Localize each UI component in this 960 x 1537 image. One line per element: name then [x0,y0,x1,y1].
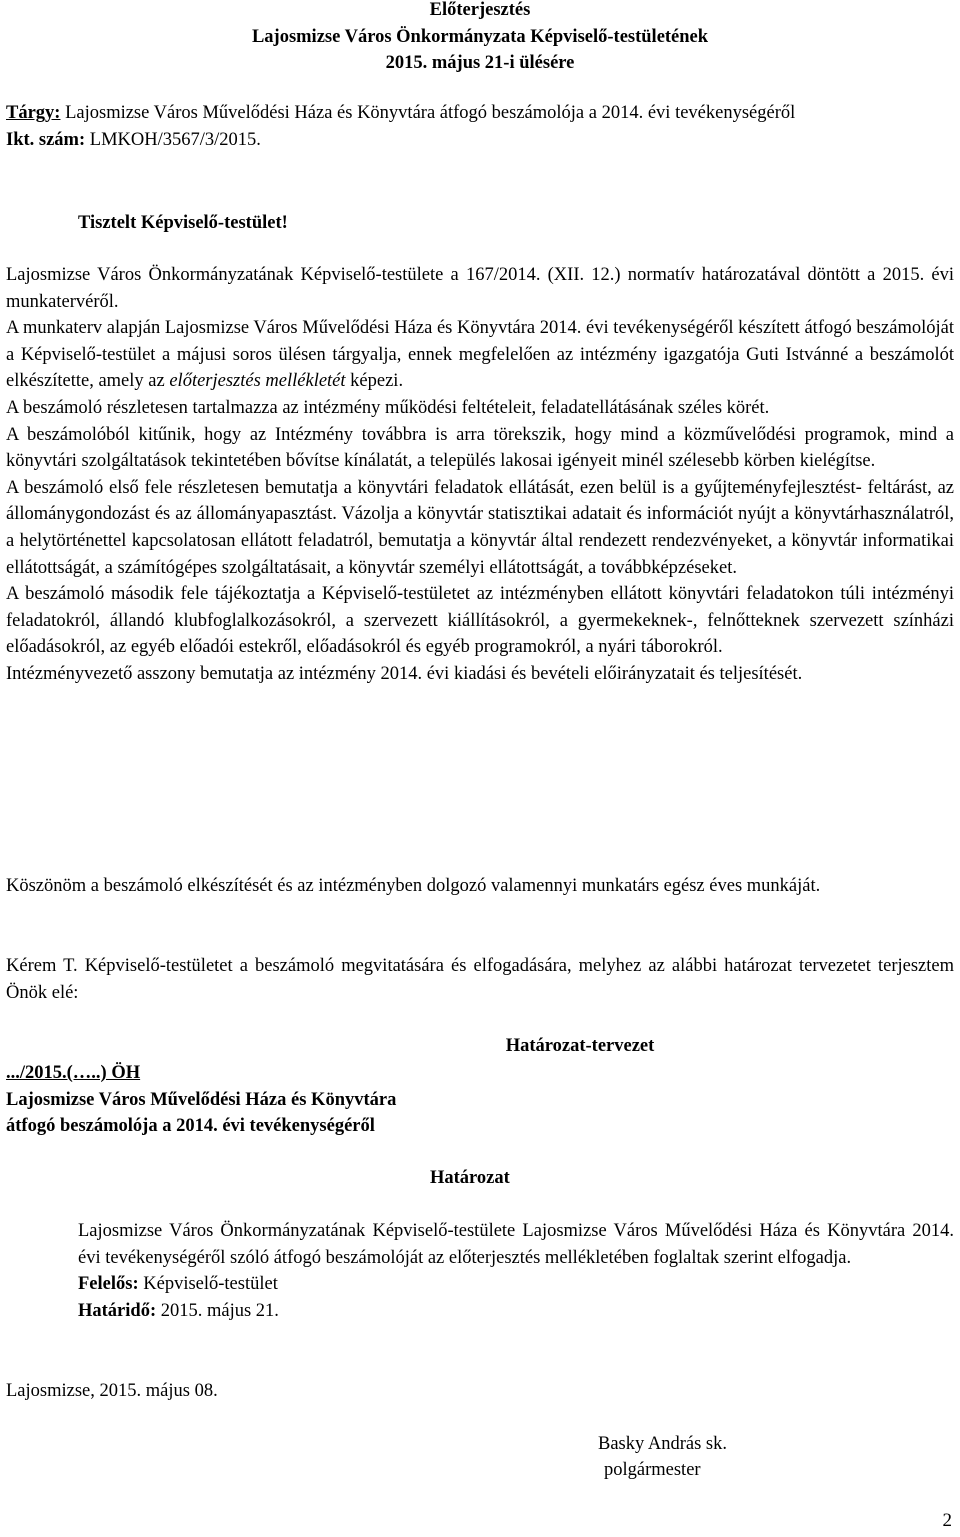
draft-header [6,1060,954,1140]
signer-name: Basky András sk. [598,1434,727,1454]
paragraph-1: Lajosmizse Város Önkormányzatának Képviselő-testülete a 167/2014. (XII. 12.) normatív határozatával döntött a 2015. évi munkatervéről. [6,265,954,312]
meeting-date: 2015. május 21-i ülésére [385,53,575,73]
resolution-subject-1: Lajosmizse Város Művelődési Háza és Könyvtára [6,1089,397,1110]
body-text [6,262,954,688]
paragraph-6: A beszámoló második fele tájékoztatja a Képviselő-testületet az intézményben ellátott könyvtári feladatokon túli intézményi feladatokról, állandó klubfoglalkozásokról, a szervezett kiállításokról, a gyermekeknek-, felnőtteknek szervezett színházi előadásokról, az egyéb előadói estekről, előadásokról és egyéb programokról, a nyári táborokról. [6,584,954,658]
paragraph-5: A beszámoló első fele részletesen bemutatja a könyvtári feladatok ellátását, ezen belül is a gyűjteményfejlesztést- feltárást, az állománygondozást és az állományapasztást. Vázolja a könyvtár statisztikai adatait és információt nyújt a könyvtárhasználatról, a helytörténettel kapcsolatosan ellátott feladatról, bemutatja a könyvtár által rendezett rendezvényeket, a könyvtár informatikai ellátottságát, a számítógépes szolgáltatásait, a könyvtár személyi ellátottságát, a továbbképzéseket. [6,477,954,578]
decision-block [78,1218,954,1324]
place-date: Lajosmizse, 2015. május 08. [6,1381,218,1401]
paragraph-2 [6,315,954,395]
page-number: 2 [942,1510,952,1531]
document-title: Előterjesztés [429,0,531,20]
deadline-value: 2015. május 21. [156,1300,279,1321]
responsible-value: Képviselő-testület [138,1274,278,1295]
paragraph-2-end: képezi. [345,371,404,392]
attachment-reference: előterjesztés mellékletét [169,371,346,392]
resolution-subject-2: átfogó beszámolója a 2014. évi tevékenységéről [6,1116,375,1137]
document-addressee: Lajosmizse Város Önkormányzata Képviselő-testületének [251,26,709,47]
signer-title: polgármester [604,1460,701,1480]
paragraph-9: Kérem T. Képviselő-testületet a beszámoló megvitatására és elfogadására, melyhez az alábbi határozat tervezetet terjesztem Önök elé: [6,956,954,1003]
salutation: Tisztelt Képviselő-testület! [78,213,288,233]
subject-label: Tárgy: [6,103,61,123]
decision-title: Határozat [430,1168,510,1188]
responsible-line [78,1271,954,1298]
decision-text: Lajosmizse Város Önkormányzatának Képviselő-testülete Lajosmizse Város Művelődési Háza és Könyvtára 2014. évi tevékenységéről szóló átfogó beszámolóját az előterjesztés mellékletében foglaltak szerint elfogadja. [78,1221,954,1268]
paragraph-4: A beszámolóból kitűnik, hogy az Intézmény továbbra is arra törekszik, hogy mind a közművelődési programok, mind a könyvtári szolgáltatások tekintetében bővítse kínálatát, a település lakosai igényeit minél szélesebb körben kielégítse. [6,424,954,472]
deadline-line [78,1298,954,1325]
registration-number [6,127,954,154]
subject-text: Lajosmizse Város Művelődési Háza és Könyvtára átfogó beszámolója a 2014. évi tevékenységéről [60,103,796,123]
document-header [0,0,960,77]
resolution-number: .../2015.(…..) ÖH [6,1063,141,1083]
subject-block [6,100,954,153]
draft-title: Határozat-tervezet [505,1036,655,1056]
subject-line [6,100,954,127]
paragraph-7: Intézményvezető asszony bemutatja az intézmény 2014. évi kiadási és bevételi előirányzatait és teljesítését. [6,663,803,684]
responsible-label: Felelős: [78,1274,139,1295]
paragraph-8: Köszönöm a beszámoló elkészítését és az intézményben dolgozó valamennyi munkatárs egész éves munkáját. [6,876,821,896]
paragraph-3: A beszámoló részletesen tartalmazza az intézmény működési feltételeit, feladatellátásának széles körét. [6,397,770,418]
registration-value: LMKOH/3567/3/2015. [85,129,261,150]
deadline-label: Határidő: [78,1300,157,1321]
registration-label: Ikt. szám: [6,129,86,150]
paragraph-2-text: A munkaterv alapján Lajosmizse Város Művelődési Háza és Könyvtára 2014. évi tevékenységéről készített átfogó beszámolóját a Képviselő-testület a májusi soros ülésen tárgyalja, ennek megfelelően az intézmény igazgatója Guti Istvánné a beszámolót elkészítette, amely az [6,318,954,392]
